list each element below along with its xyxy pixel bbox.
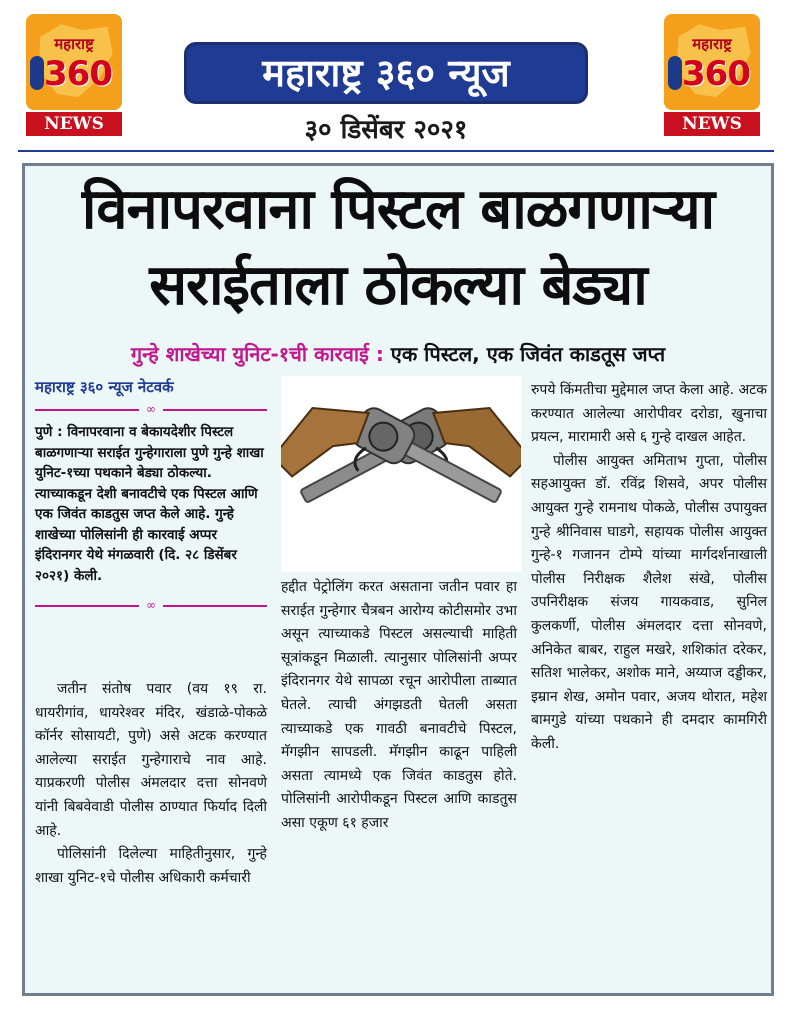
logo-state-text: महाराष्ट्र [692, 35, 732, 53]
body-paragraph: रुपये किंमतीचा मुद्देमाल जप्त केला आहे. अटक करण्यात आलेल्या आरोपीवर दरोडा, खुनाचा प्रयत्न, मारामारी असे ६ गुन्हे दाखल आहेत. [531, 382, 767, 446]
column-1-body [35, 678, 267, 890]
masthead-title: महाराष्ट्र ३६० न्यूज [184, 42, 588, 104]
ornament-divider: ∞ [35, 598, 267, 612]
subhead-unit: गुन्हे शाखेच्या युनिट-१ची कारवाई : [130, 342, 384, 366]
logo-number: 360 [44, 54, 112, 94]
article-frame [22, 163, 774, 996]
headline-line-1: विनापरवाना पिस्टल बाळगणाऱ्या [81, 177, 715, 242]
ornament-divider: ∞ [35, 402, 267, 416]
body-paragraph: हद्दीत पेट्रोलिंग करत असताना जतीन पवार हा सराईत गुन्हेगार चैत्रबन आरोग्य कोटीसमोर उभा असून त्याच्याकडे पिस्टल असल्याची माहिती सूत्रांकडून मिळाली. त्यानुसार पोलिसांनी अप्पर इंदिरानगर येथे सापळा रचून आरोपीला ताब्यात घेतले. त्याची अंगझडती घेतली असता त्याच्याकडे एक गावठी बनावटीचे पिस्टल, मॅगझीन सापडली. मॅगझीन काढून पाहिली असता त्यामध्ये एक जिवंत काडतुस होते. पोलिसांनी आरोपीकडून पिस्टल आणि काडतुस असा एकूण ६१ हजार [281, 579, 517, 831]
logo-state-text: महाराष्ट्र [54, 35, 94, 53]
article-photo [281, 376, 521, 572]
subhead-seizure: एक पिस्टल, एक जिवंत काडतूस जप्त [390, 342, 666, 366]
byline-network: महाराष्ट्र ३६० न्यूज नेटवर्क [35, 378, 174, 396]
article-subheadline [25, 340, 771, 368]
header-divider [18, 150, 774, 152]
logo-news-label: NEWS [26, 112, 122, 136]
body-paragraph: जतीन संतोष पवार (वय १९ रा. धायरीगांव, धायरेश्वर मंदिर, खंडाळे-पोकळे कॉर्नर सोसायटी, पुणे) असे अटक करण्यात आलेल्या सराईत गुन्हेगाराचे नाव आहे. याप्रकरणी पोलीस अंमलदार दत्ता सोनवणे यांनी बिबवेवाडी पोलीस ठाण्यात फिर्याद दिली आहे. [35, 681, 267, 839]
logo-number: 360 [682, 54, 750, 94]
crossed-revolvers-icon [281, 376, 521, 572]
lede-paragraph: पुणे : विनापरवाना व बेकायदेशीर पिस्टल बाळगणाऱ्या सराईत गुन्हेगाराला पुणे गुन्हे शाखा युनिट-१च्या पथकाने बेड्या ठोकल्या. त्याच्याकडून देशी बनावटीचे एक पिस्टल आणि एक जिवंत काडतुस जप्त केले आहे. गुन्हे शाखेच्या पोलिसांनी ही कारवाई अप्पर इंदिरानगर येथे मंगळवारी (दि. २८ डिसेंबर २०२१) केली. [35, 424, 264, 584]
logo-news-label: NEWS [664, 112, 760, 136]
body-paragraph: पोलिसांनी दिलेल्या माहितीनुसार, गुन्हे शाखा युनिट-१चे पोलीस अधिकारी कर्मचारी [35, 846, 267, 886]
logo-right [664, 14, 760, 136]
logo-left [26, 14, 122, 136]
issue-date: ३० डिसेंबर २०२१ [304, 115, 468, 145]
column-3 [531, 379, 767, 757]
column-2 [281, 576, 517, 836]
column-1-top [35, 376, 267, 618]
headline-line-2: सराईताला ठोकल्या बेड्या [149, 253, 647, 318]
body-paragraph: पोलीस आयुक्त अमिताभ गुप्ता, पोलीस सहआयुक्त डॉ. रविंद्र शिसवे, अपर पोलीस आयुक्त गुन्हे रामनाथ पोकळे, पोलीस उपायुक्त गुन्हे श्रीनिवास घाडगे, सहायक पोलीस आयुक्त गुन्हे-१ गजानन टोम्पे यांच्या मार्गदर्शनाखाली पोलीस निरीक्षक शैलेश संखे, पोलीस उपनिरीक्षक संजय गायकवाड, सुनिल कुलकर्णी, पोलीस अंमलदार दत्ता सोनवणे, अनिकेत बाबर, राहुल मखरे, शशिकांत दरेकर, सतिश भालेकर, अशोक माने, अय्याज दड्डीकर, इम्रान शेख, अमोन पवार, अजय थोरात, महेश बामगुडे यांच्या पथकाने ही दमदार कामगिरी केली. [531, 452, 767, 752]
article-headline [25, 172, 771, 324]
